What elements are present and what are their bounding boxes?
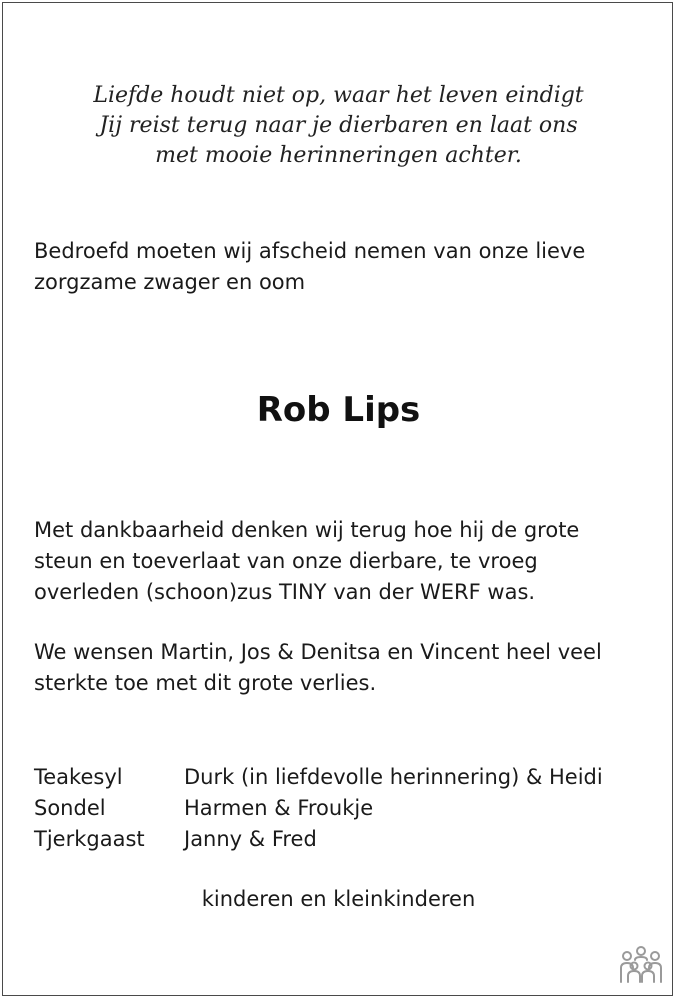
- family-names: Harmen & Froukje: [184, 796, 374, 820]
- intro-line: zorgzame zwager en oom: [34, 270, 306, 294]
- gratitude-line: overleden (schoon)zus TINY van der WERF was.: [34, 580, 536, 604]
- family-names: Durk (in liefdevolle herinnering) & Heidi: [184, 765, 603, 789]
- family-list: [34, 762, 654, 855]
- gratitude-line: Met dankbaarheid denken wij terug hoe hij de grote: [34, 518, 580, 542]
- family-row: [34, 762, 654, 793]
- wishes-paragraph: [34, 637, 654, 699]
- family-group-icon: [617, 944, 665, 984]
- footer-text: kinderen en kleinkinderen: [201, 887, 476, 911]
- deceased-name: Rob Lips: [256, 390, 421, 430]
- family-row: [34, 824, 654, 855]
- wishes-line: We wensen Martin, Jos & Denitsa en Vincent heel veel: [34, 640, 602, 664]
- wishes-line: sterkte toe met dit grote verlies.: [34, 671, 377, 695]
- intro-paragraph: [34, 236, 654, 298]
- family-place: Sondel: [34, 796, 106, 820]
- poem-line: Liefde houdt niet op, waar het leven eindigt: [93, 83, 584, 108]
- gratitude-paragraph: [34, 515, 654, 608]
- family-row: [34, 793, 654, 824]
- family-names: Janny & Fred: [184, 827, 317, 851]
- intro-line: Bedroefd moeten wij afscheid nemen van onze lieve: [34, 239, 586, 263]
- family-place: Tjerkgaast: [34, 827, 145, 851]
- poem: [0, 81, 677, 171]
- family-place: Teakesyl: [34, 765, 123, 789]
- gratitude-line: steun en toeverlaat van onze dierbare, te vroeg: [34, 549, 538, 573]
- poem-line: met mooie herinneringen achter.: [155, 143, 522, 168]
- poem-line: Jij reist terug naar je dierbaren en laat ons: [99, 113, 578, 138]
